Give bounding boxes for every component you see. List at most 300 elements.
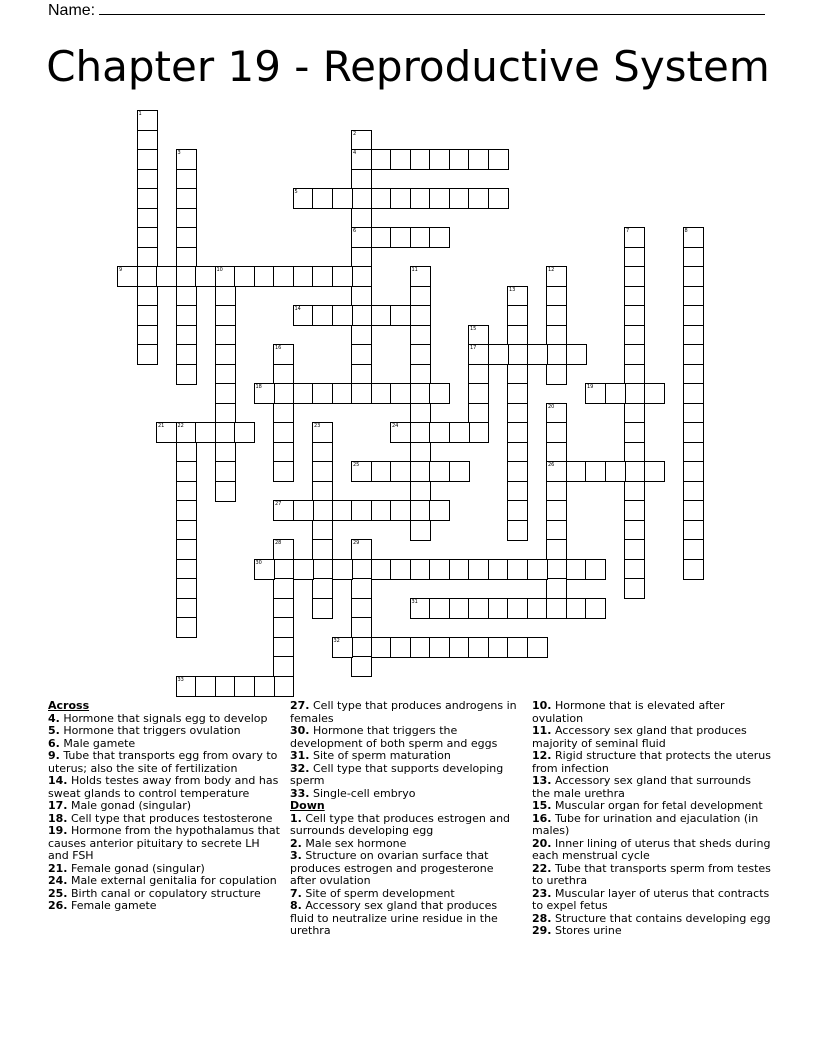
crossword-cell[interactable]	[683, 461, 704, 482]
crossword-cell[interactable]	[468, 403, 489, 424]
crossword-cell[interactable]	[410, 598, 431, 619]
crossword-cell[interactable]	[546, 539, 567, 560]
crossword-cell[interactable]	[546, 305, 567, 326]
crossword-cell[interactable]	[137, 208, 158, 229]
crossword-cell[interactable]	[390, 559, 411, 580]
crossword-cell[interactable]	[293, 559, 314, 580]
crossword-cell[interactable]	[624, 305, 645, 326]
crossword-cell[interactable]	[624, 539, 645, 560]
crossword-cell[interactable]	[429, 598, 450, 619]
crossword-cell[interactable]	[390, 422, 411, 443]
crossword-cell[interactable]	[585, 598, 606, 619]
crossword-cell[interactable]	[429, 461, 450, 482]
crossword-cell[interactable]	[410, 325, 431, 346]
crossword-cell[interactable]	[546, 598, 567, 619]
crossword-cell[interactable]	[624, 364, 645, 385]
crossword-cell[interactable]	[156, 266, 177, 287]
crossword-cell[interactable]	[410, 266, 431, 287]
crossword-cell[interactable]	[351, 383, 372, 404]
crossword-cell[interactable]	[429, 188, 450, 209]
crossword-cell[interactable]	[176, 208, 197, 229]
crossword-cell[interactable]	[176, 169, 197, 190]
crossword-cell[interactable]	[546, 500, 567, 521]
crossword-cell[interactable]	[312, 539, 333, 560]
crossword-cell[interactable]	[254, 559, 275, 580]
crossword-cell[interactable]	[390, 461, 411, 482]
crossword-cell[interactable]	[624, 227, 645, 248]
crossword-cell[interactable]	[332, 305, 353, 326]
crossword-cell[interactable]	[624, 481, 645, 502]
crossword-cell[interactable]	[488, 344, 509, 365]
crossword-cell[interactable]	[156, 422, 177, 443]
crossword-cell[interactable]	[507, 461, 528, 482]
crossword-cell[interactable]	[312, 481, 333, 502]
crossword-cell[interactable]	[683, 539, 704, 560]
crossword-cell[interactable]	[546, 403, 567, 424]
crossword-cell[interactable]	[449, 422, 470, 443]
crossword-cell[interactable]	[176, 286, 197, 307]
crossword-cell[interactable]	[371, 227, 392, 248]
crossword-cell[interactable]	[566, 598, 587, 619]
crossword-cell[interactable]	[137, 286, 158, 307]
crossword-cell[interactable]	[215, 422, 236, 443]
crossword-cell[interactable]	[371, 461, 392, 482]
crossword-cell[interactable]	[683, 403, 704, 424]
crossword-cell[interactable]	[351, 598, 372, 619]
crossword-cell[interactable]	[273, 598, 294, 619]
crossword-cell[interactable]	[507, 500, 528, 521]
crossword-cell[interactable]	[312, 520, 333, 541]
crossword-cell[interactable]	[546, 461, 567, 482]
crossword-cell[interactable]	[351, 169, 372, 190]
crossword-cell[interactable]	[215, 344, 236, 365]
crossword-cell[interactable]	[410, 520, 431, 541]
crossword-cell[interactable]	[273, 442, 294, 463]
crossword-cell[interactable]	[683, 286, 704, 307]
crossword-cell[interactable]	[546, 559, 567, 580]
crossword-cell[interactable]	[507, 344, 528, 365]
crossword-cell[interactable]	[683, 520, 704, 541]
crossword-cell[interactable]	[390, 305, 411, 326]
crossword-cell[interactable]	[683, 305, 704, 326]
crossword-cell[interactable]	[507, 481, 528, 502]
across-header: Across	[48, 699, 90, 712]
crossword-cell[interactable]	[566, 344, 587, 365]
crossword-cell[interactable]	[371, 149, 392, 170]
crossword-cell[interactable]	[137, 227, 158, 248]
crossword-cell[interactable]	[624, 500, 645, 521]
crossword-cell[interactable]	[293, 383, 314, 404]
crossword-cell[interactable]	[312, 500, 333, 521]
crossword-cell[interactable]	[195, 676, 216, 697]
crossword-cell[interactable]	[624, 422, 645, 443]
crossword-cell[interactable]	[546, 422, 567, 443]
crossword-cell[interactable]	[351, 247, 372, 268]
crossword-cell[interactable]	[351, 559, 372, 580]
crossword-cell[interactable]	[176, 598, 197, 619]
crossword-cell[interactable]	[371, 500, 392, 521]
crossword-cell[interactable]	[312, 578, 333, 599]
crossword-cell[interactable]	[351, 325, 372, 346]
crossword-cell[interactable]	[293, 305, 314, 326]
crossword-cell[interactable]	[293, 188, 314, 209]
crossword-cell[interactable]	[644, 461, 665, 482]
crossword-cell[interactable]	[624, 286, 645, 307]
crossword-cell[interactable]	[546, 344, 567, 365]
crossword-cell[interactable]	[410, 559, 431, 580]
crossword-cell[interactable]	[215, 676, 236, 697]
crossword-cell[interactable]	[585, 383, 606, 404]
crossword-cell[interactable]	[293, 500, 314, 521]
crossword-cell[interactable]	[683, 247, 704, 268]
crossword-cell[interactable]	[488, 637, 509, 658]
crossword-cell[interactable]	[546, 520, 567, 541]
crossword-cell[interactable]	[507, 559, 528, 580]
crossword-cell[interactable]	[351, 617, 372, 638]
crossword-cell[interactable]	[176, 149, 197, 170]
crossword-cell[interactable]	[488, 188, 509, 209]
crossword-cell[interactable]	[507, 598, 528, 619]
crossword-cell[interactable]	[273, 500, 294, 521]
crossword-cell[interactable]	[429, 422, 450, 443]
crossword-cell[interactable]	[351, 637, 372, 658]
crossword-cell[interactable]	[273, 539, 294, 560]
crossword-cell[interactable]	[429, 149, 450, 170]
clue-number: 3.	[290, 849, 302, 862]
crossword-cell[interactable]	[546, 266, 567, 287]
crossword-cell[interactable]	[449, 637, 470, 658]
crossword-cell[interactable]	[624, 442, 645, 463]
crossword-cell[interactable]	[449, 598, 470, 619]
crossword-cell[interactable]	[546, 364, 567, 385]
crossword-cell[interactable]	[332, 559, 353, 580]
crossword-cell[interactable]	[683, 442, 704, 463]
crossword-cell[interactable]	[624, 578, 645, 599]
crossword-cell[interactable]	[410, 305, 431, 326]
crossword-cell[interactable]	[117, 266, 138, 287]
crossword-cell[interactable]	[488, 598, 509, 619]
crossword-cell[interactable]	[137, 110, 158, 131]
crossword-cell[interactable]	[273, 676, 294, 697]
crossword-cell[interactable]	[137, 247, 158, 268]
crossword-cell[interactable]	[410, 286, 431, 307]
crossword-cell[interactable]	[312, 383, 333, 404]
crossword-cell[interactable]	[273, 461, 294, 482]
crossword-cell[interactable]	[468, 637, 489, 658]
crossword-cell[interactable]	[527, 344, 548, 365]
clue-number: 25.	[48, 886, 68, 900]
crossword-cell[interactable]	[351, 539, 372, 560]
crossword-cell[interactable]	[566, 559, 587, 580]
crossword-cell[interactable]	[468, 559, 489, 580]
crossword-cell[interactable]	[624, 266, 645, 287]
cell-number: 21	[158, 423, 165, 429]
crossword-cell[interactable]	[624, 383, 645, 404]
crossword-cell[interactable]	[273, 637, 294, 658]
clue-text: Male external genitalia for copulation	[67, 874, 277, 887]
crossword-cell[interactable]	[390, 227, 411, 248]
crossword-cell[interactable]	[429, 227, 450, 248]
crossword-cell[interactable]	[137, 169, 158, 190]
crossword-cell[interactable]	[410, 383, 431, 404]
crossword-cell[interactable]	[215, 286, 236, 307]
crossword-cell[interactable]	[507, 305, 528, 326]
crossword-cell[interactable]	[137, 344, 158, 365]
crossword-cell[interactable]	[449, 149, 470, 170]
crossword-cell[interactable]	[371, 305, 392, 326]
crossword-cell[interactable]	[176, 266, 197, 287]
crossword-cell[interactable]	[644, 383, 665, 404]
crossword-cell[interactable]	[273, 656, 294, 677]
crossword-cell[interactable]	[254, 383, 275, 404]
crossword-cell[interactable]	[566, 461, 587, 482]
crossword-cell[interactable]	[468, 598, 489, 619]
crossword-cell[interactable]	[683, 422, 704, 443]
crossword-cell[interactable]	[176, 344, 197, 365]
crossword-cell[interactable]	[449, 188, 470, 209]
crossword-cell[interactable]	[215, 383, 236, 404]
crossword-cell[interactable]	[176, 520, 197, 541]
clue-text: Tube that transports egg from ovary to uterus; also the site of fertilization	[48, 749, 278, 775]
crossword-cell[interactable]	[624, 403, 645, 424]
crossword-cell[interactable]	[585, 461, 606, 482]
crossword-cell[interactable]	[254, 676, 275, 697]
crossword-cell[interactable]	[410, 461, 431, 482]
crossword-cell[interactable]	[176, 422, 197, 443]
crossword-cell[interactable]	[215, 461, 236, 482]
crossword-cell[interactable]	[410, 403, 431, 424]
crossword-cell[interactable]	[176, 188, 197, 209]
crossword-cell[interactable]	[507, 442, 528, 463]
clue-text: Male gamete	[59, 736, 136, 750]
crossword-cell[interactable]	[605, 461, 626, 482]
crossword-cell[interactable]	[351, 461, 372, 482]
crossword-cell[interactable]	[546, 442, 567, 463]
crossword-cell[interactable]	[410, 344, 431, 365]
crossword-cell[interactable]	[683, 266, 704, 287]
crossword-cell[interactable]	[429, 500, 450, 521]
crossword-cell[interactable]	[176, 676, 197, 697]
crossword-cell[interactable]	[195, 266, 216, 287]
crossword-cell[interactable]	[234, 676, 255, 697]
crossword-cell[interactable]	[351, 364, 372, 385]
crossword-cell[interactable]	[312, 266, 333, 287]
clue-text: Cell type that produces androgens in females	[290, 699, 517, 725]
crossword-cell[interactable]	[585, 559, 606, 580]
crossword-cell[interactable]	[527, 637, 548, 658]
crossword-cell[interactable]	[468, 344, 489, 365]
crossword-cell[interactable]	[683, 559, 704, 580]
crossword-cell[interactable]	[195, 422, 216, 443]
crossword-cell[interactable]	[234, 422, 255, 443]
crossword-cell[interactable]	[332, 383, 353, 404]
crossword-cell[interactable]	[351, 188, 372, 209]
crossword-cell[interactable]	[254, 266, 275, 287]
crossword-cell[interactable]	[332, 266, 353, 287]
crossword-cell[interactable]	[215, 364, 236, 385]
crossword-cell[interactable]	[410, 149, 431, 170]
crossword-cell[interactable]	[410, 227, 431, 248]
crossword-cell[interactable]	[273, 422, 294, 443]
crossword-cell[interactable]	[624, 461, 645, 482]
crossword-cell[interactable]	[507, 637, 528, 658]
crossword-cell[interactable]	[137, 149, 158, 170]
crossword-cell[interactable]	[468, 149, 489, 170]
crossword-cell[interactable]	[507, 325, 528, 346]
crossword-cell[interactable]	[410, 637, 431, 658]
crossword-cell[interactable]	[215, 481, 236, 502]
crossword-cell[interactable]	[137, 266, 158, 287]
crossword-cell[interactable]	[624, 520, 645, 541]
crossword-cell[interactable]	[410, 442, 431, 463]
clue-number: 11.	[532, 724, 552, 737]
crossword-cell[interactable]	[176, 247, 197, 268]
crossword-cell[interactable]	[273, 617, 294, 638]
crossword-cell[interactable]	[176, 578, 197, 599]
crossword-cell[interactable]	[351, 578, 372, 599]
crossword-cell[interactable]	[527, 559, 548, 580]
crossword-cell[interactable]	[410, 500, 431, 521]
crossword-cell[interactable]	[683, 227, 704, 248]
crossword-cell[interactable]	[312, 422, 333, 443]
crossword-cell[interactable]	[332, 637, 353, 658]
crossword-cell[interactable]	[468, 422, 489, 443]
crossword-cell[interactable]	[215, 305, 236, 326]
crossword-cell[interactable]	[488, 149, 509, 170]
crossword-cell[interactable]	[429, 637, 450, 658]
crossword-cell[interactable]	[215, 403, 236, 424]
crossword-cell[interactable]	[176, 227, 197, 248]
crossword-cell[interactable]	[176, 364, 197, 385]
crossword-cell[interactable]	[390, 383, 411, 404]
crossword-cell[interactable]	[507, 403, 528, 424]
crossword-cell[interactable]	[215, 442, 236, 463]
crossword-cell[interactable]	[273, 344, 294, 365]
crossword-cell[interactable]	[371, 383, 392, 404]
crossword-cell[interactable]	[176, 500, 197, 521]
crossword-cell[interactable]	[312, 188, 333, 209]
crossword-cell[interactable]	[176, 461, 197, 482]
crossword-cell[interactable]	[624, 247, 645, 268]
crossword-cell[interactable]	[273, 364, 294, 385]
crossword-cell[interactable]	[215, 325, 236, 346]
crossword-cell[interactable]	[332, 188, 353, 209]
crossword-cell[interactable]	[176, 559, 197, 580]
crossword-cell[interactable]	[371, 637, 392, 658]
crossword-cell[interactable]	[683, 383, 704, 404]
crossword-cell[interactable]	[273, 403, 294, 424]
crossword-cell[interactable]	[312, 461, 333, 482]
crossword-cell[interactable]	[390, 500, 411, 521]
crossword-cell[interactable]	[332, 500, 353, 521]
crossword-cell[interactable]	[351, 656, 372, 677]
crossword-cell[interactable]	[234, 266, 255, 287]
crossword-cell[interactable]	[176, 481, 197, 502]
crossword-cell[interactable]	[410, 422, 431, 443]
crossword-cell[interactable]	[351, 500, 372, 521]
crossword-cell[interactable]	[507, 364, 528, 385]
crossword-cell[interactable]	[351, 208, 372, 229]
crossword-cell[interactable]	[390, 637, 411, 658]
crossword-cell[interactable]	[683, 364, 704, 385]
crossword-cell[interactable]	[176, 325, 197, 346]
crossword-cell[interactable]	[410, 481, 431, 502]
crossword-cell[interactable]	[351, 149, 372, 170]
crossword-cell[interactable]	[273, 383, 294, 404]
crossword-cell[interactable]	[312, 442, 333, 463]
crossword-cell[interactable]	[371, 188, 392, 209]
crossword-cell[interactable]	[507, 520, 528, 541]
crossword-cell[interactable]	[546, 286, 567, 307]
crossword-cell[interactable]	[468, 325, 489, 346]
crossword-cell[interactable]	[312, 305, 333, 326]
crossword-cell[interactable]	[215, 266, 236, 287]
crossword-cell[interactable]	[390, 188, 411, 209]
crossword-cell[interactable]	[351, 344, 372, 365]
crossword-cell[interactable]	[176, 617, 197, 638]
crossword-cell[interactable]	[137, 130, 158, 151]
crossword-cell[interactable]	[176, 539, 197, 560]
crossword-cell[interactable]	[293, 266, 314, 287]
crossword-cell[interactable]	[351, 286, 372, 307]
crossword-cell[interactable]	[546, 325, 567, 346]
crossword-cell[interactable]	[683, 481, 704, 502]
crossword-cell[interactable]	[468, 364, 489, 385]
crossword-cell[interactable]	[273, 266, 294, 287]
crossword-cell[interactable]	[449, 559, 470, 580]
crossword-cell[interactable]	[624, 344, 645, 365]
crossword-cell[interactable]	[507, 286, 528, 307]
crossword-cell[interactable]	[449, 461, 470, 482]
crossword-cell[interactable]	[351, 227, 372, 248]
clue-text: Accessory sex gland that surrounds the male urethra	[532, 774, 751, 800]
crossword-cell[interactable]	[507, 422, 528, 443]
crossword-cell[interactable]	[176, 442, 197, 463]
crossword-cell[interactable]	[683, 344, 704, 365]
crossword-cell[interactable]	[410, 188, 431, 209]
crossword-cell[interactable]	[371, 559, 392, 580]
crossword-cell[interactable]	[137, 325, 158, 346]
crossword-cell[interactable]	[273, 559, 294, 580]
crossword-cell[interactable]	[624, 559, 645, 580]
crossword-cell[interactable]	[488, 559, 509, 580]
crossword-cell[interactable]	[468, 188, 489, 209]
crossword-cell[interactable]	[176, 305, 197, 326]
crossword-cell[interactable]	[624, 325, 645, 346]
crossword-cell[interactable]	[546, 578, 567, 599]
crossword-cell[interactable]	[507, 383, 528, 404]
cell-number: 17	[470, 345, 477, 351]
crossword-cell[interactable]	[468, 383, 489, 404]
crossword-cell[interactable]	[137, 188, 158, 209]
crossword-cell[interactable]	[605, 383, 626, 404]
crossword-cell[interactable]	[390, 149, 411, 170]
crossword-cell[interactable]	[429, 559, 450, 580]
crossword-cell[interactable]	[351, 266, 372, 287]
crossword-cell[interactable]	[527, 598, 548, 619]
crossword-cell[interactable]	[137, 305, 158, 326]
crossword-cell[interactable]	[546, 481, 567, 502]
crossword-cell[interactable]	[312, 559, 333, 580]
crossword-cell[interactable]	[410, 364, 431, 385]
crossword-cell[interactable]	[273, 578, 294, 599]
crossword-cell[interactable]	[429, 383, 450, 404]
crossword-cell[interactable]	[312, 598, 333, 619]
crossword-cell[interactable]	[351, 130, 372, 151]
crossword-cell[interactable]	[683, 500, 704, 521]
crossword-cell[interactable]	[351, 305, 372, 326]
crossword-cell[interactable]	[683, 325, 704, 346]
